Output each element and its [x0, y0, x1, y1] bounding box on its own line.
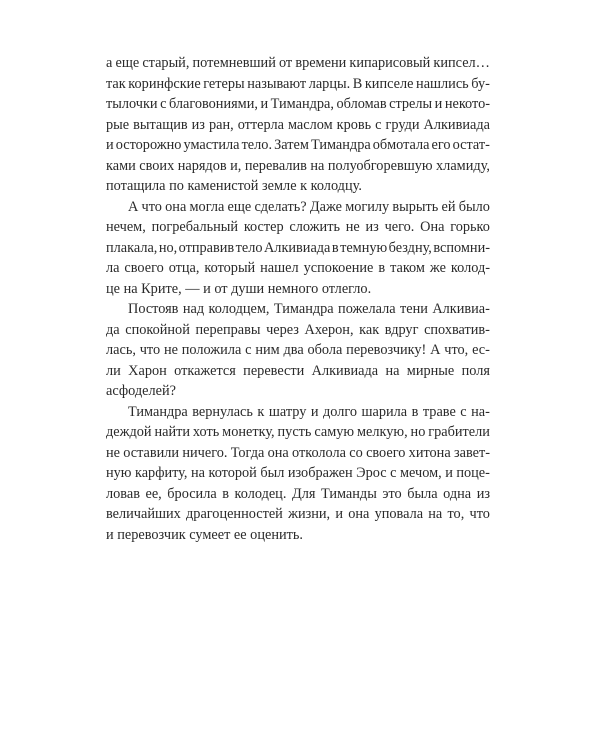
paragraph — [106, 299, 490, 402]
text-line: не оставили ничего. Тогда она отколола со своего хитона завет- — [106, 444, 490, 461]
text-line: Тимандра вернулась к шатру и долго шарила в траве с на- — [128, 403, 490, 420]
paragraph — [106, 197, 490, 300]
text-line: и осторожно умастила тело. Затем Тимандра обмотала его остат- — [106, 137, 490, 153]
text-line: лась, что не положила с ним два обола перевозчику! А что, ес- — [106, 342, 490, 358]
text-line: ную карфиту, на которой был изображен Эрос с мечом, и поце- — [106, 465, 490, 481]
text-line: деждой найти хоть монетку, пусть самую мелкую, но грабители — [106, 424, 490, 440]
text-line: ками своих нарядов и, перевалив на полуобгоревшую хламиду, — [106, 157, 490, 174]
text-line: а еще старый, потемневший от времени кипарисовый кипсел… — [106, 55, 490, 71]
text-line: плакала, но, отправив тело Алкивиада в темную бездну, вспомни- — [106, 239, 490, 256]
text-line: асфоделей? — [106, 383, 176, 399]
text-line: ла своего отца, который нашел успокоение в таком же колод- — [106, 260, 490, 276]
paragraph — [106, 53, 490, 197]
text-line: Постояв над колодцем, Тимандра пожелала тени Алкивиа- — [128, 301, 490, 317]
text-line: величайших драгоценностей жизни, и она уповала на то, что — [106, 506, 490, 522]
text-line: А что она могла еще сделать? Даже могилу вырыть ей было — [128, 198, 490, 215]
text-line: ли Харон откажется перевести Алкивиада на мирные поля — [106, 362, 490, 379]
text-line: нечем, погребальный костер сложить не из чего. Она горько — [106, 219, 490, 235]
text-line: потащила по каменистой земле к колодцу. — [106, 178, 362, 194]
text-line: тылочки с благовониями, и Тимандра, обломав стрелы и некото- — [106, 96, 490, 112]
text-line: так коринфские гетеры называют ларцы. В кипселе нашлись бу- — [106, 75, 490, 92]
paragraph — [106, 402, 490, 546]
text-line: да спокойной переправы через Ахерон, как вдруг спохватив- — [106, 321, 490, 338]
text-line: и перевозчик сумеет ее оценить. — [106, 526, 303, 543]
text-line: ловав ее, бросила в колодец. Для Тиманды это была одна из — [106, 485, 490, 502]
text-line: це на Крите, — и от души немного отлегло. — [106, 280, 372, 297]
text-line: рые вытащив из ран, оттерла маслом кровь с груди Алкивиада — [106, 116, 490, 133]
body-text — [106, 53, 490, 545]
